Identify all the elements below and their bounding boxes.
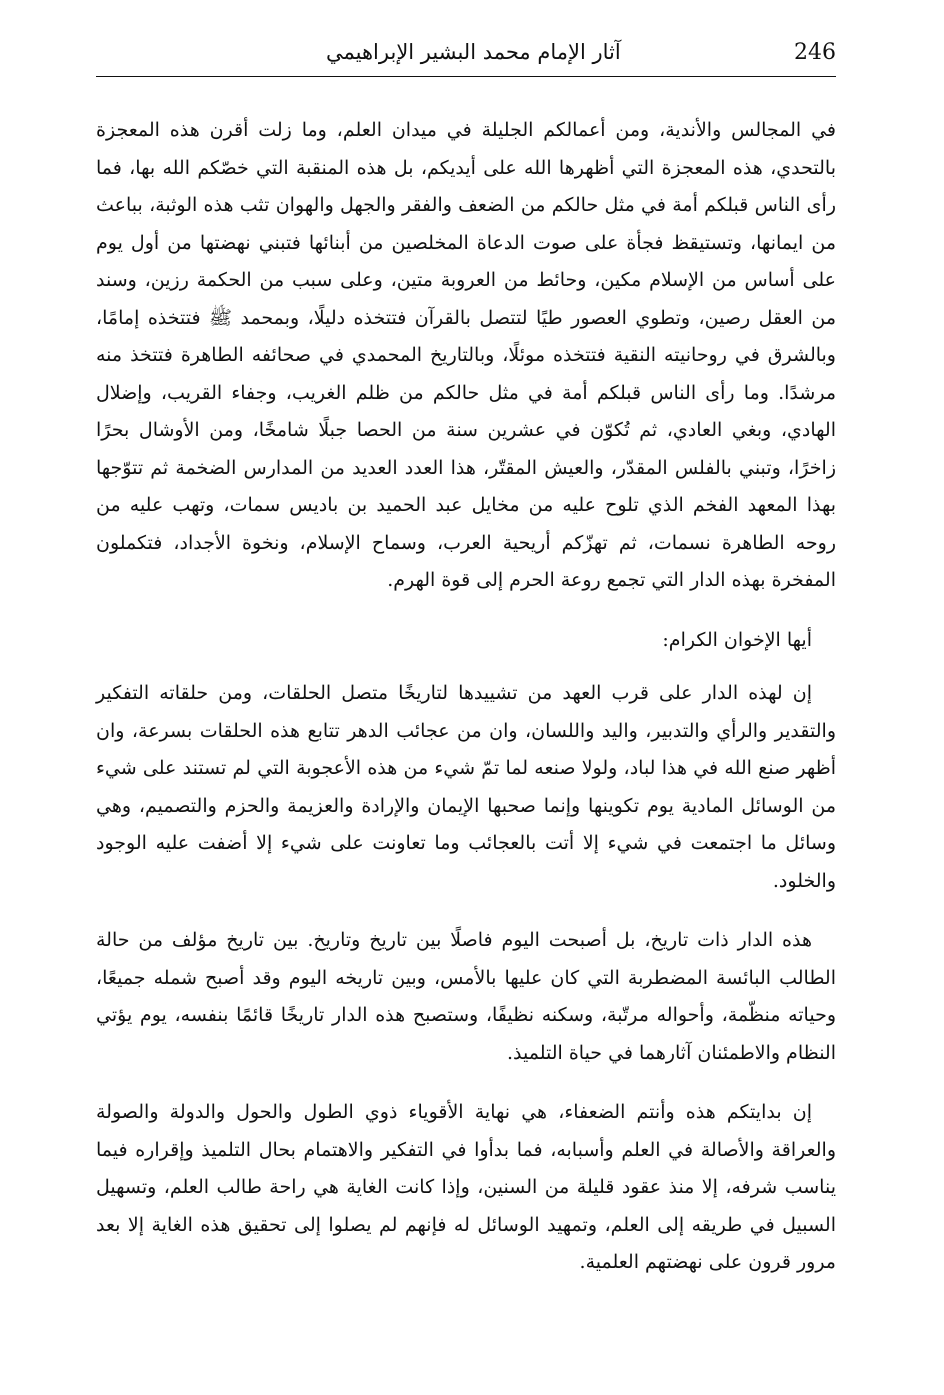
address-line: أيها الإخوان الكرام: [662,628,812,651]
page-body [96,112,836,1304]
running-title: آثار الإمام محمد البشير الإبراهيمي [326,40,621,64]
paragraph: هذه الدار ذات تاريخ، بل أصبحت اليوم فاصلًا بين تاريخ وتاريخ. بين تاريخ مؤلف من حالة الطالب البائسة المضطربة التي كان عليها بالأمس، وبين تاريخه اليوم وقد أصبح شمله جميعًا، وحياته منظّمة، وأحواله مرتّبة، وسكنه نظيفًا، وستصبح هذه الدار تاريخًا قائمًا بنفسه، يوم يؤتي النظام والاطمئنان آثارهما في حياة التلميذ. [96,929,836,1064]
paragraph: إن بدايتكم هذه وأنتم الضعفاء، هي نهاية الأقوياء ذوي الطول والحول والدولة والصولة والعراقة والأصالة في العلم وأسبابه، فما بدأوا في التفكير والاهتمام بحال التلميذ وإقراره فيما يناسب شرفه، إلا منذ عقود قليلة من السنين، وإذا كانت الغاية هي راحة طالب العلم، وتسهيل السبيل في طريقه إلى العلم، وتمهيد الوسائل له فإنهم لم يصلوا إلى تحقيق هذه الغاية إلا بعد مرور قرون على نهضتهم العلمية. [96,1101,836,1273]
paragraph: إن لهذه الدار على قرب العهد من تشييدها لتاريخًا متصل الحلقات، ومن حلقاته التفكير والتقدير والرأي والتدبير، واليد واللسان، وان من عجائب الدهر تتابع هذه الحلقات بسرعة، وان أظهر صنع الله في هذا لباد، ولولا صنعه لما تمّ شيء من هذه الأعجوبة التي لم تستند على شيء من الوسائل المادية يوم تكوينها وإنما صحبها الإيمان والإرادة والعزيمة والحزم والتصميم، وهي وسائل ما اجتمعت في شيء إلا أتت بالعجائب وما تعاونت على شيء إلا أضفت عليه الوجود والخلود. [96,682,836,892]
page-number: 246 [794,40,836,65]
paragraph: في المجالس والأندية، ومن أعمالكم الجليلة في ميدان العلم، وما زلت أقرن هذه المعجزة بالتحدي، هذه المعجزة التي أظهرها الله على أيديكم، بل هذه المنقبة التي خصّكم الله بها، فما رأى الناس قبلكم أمة في مثل حالكم من الضعف والفقر والجهل والهوان تثب هذه الوثبة، بباعث من ايمانها، وتستيقظ فجأة على صوت الدعاة المخلصين من أبنائها فتبني نهضتها من أول يوم على أساس من الإسلام مكين، وحائط من العروبة متين، وعلى سبب من الحكمة رزين، وسند من العقل رصين، وتطوي العصور طيًا لتتصل بالقرآن فتتخذه دليلًا، وبمحمد ﷺ فتتخذه إمامًا، وبالشرق في روحانيته النقية فتتخذه موئلًا، وبالتاريخ المحمدي في صحائفه الطاهرة فتتخذ منه مرشدًا. وما رأى الناس قبلكم أمة في مثل حالكم من ظلم الغريب، وجفاء القريب، وإضلال الهادي، وبغي العادي، ثم تُكوّن في عشرين سنة من الحصا جبلًا شامخًا، ومن الأوشال بحرًا زاخرًا، وتبني بالفلس المقدّر، والعيش المقتّر، هذا العدد العديد من المدارس الضخمة ثم تتوّجها بهذا المعهد الفخم الذي تلوح عليه من مخايل عبد الحميد بن باديس سمات، وتهب عليه من روحه الطاهرة نسمات، ثم تهزّكم أريحية العرب، وسماح الإسلام، ونخوة الأجداد، فتكملون المفخرة بهذه الدار التي تجمع روعة الحرم إلى قوة الهرم. [96,119,836,591]
page-header [96,36,836,77]
